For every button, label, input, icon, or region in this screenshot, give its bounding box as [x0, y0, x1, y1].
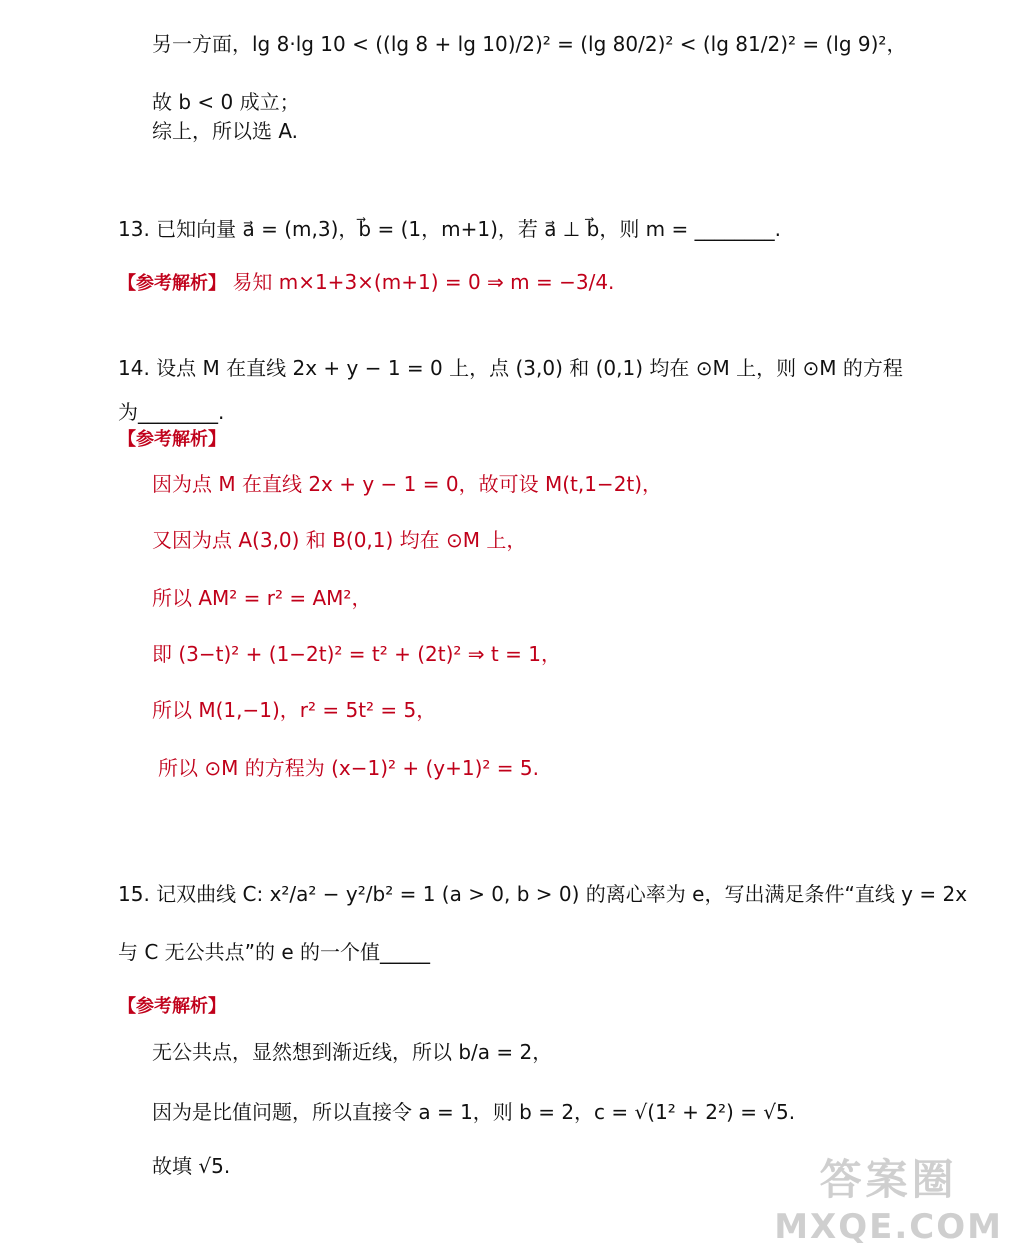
answer-15-line: 故填 √5. [152, 1154, 231, 1178]
ref-tag-15 [118, 992, 226, 1018]
text-line: 故 b < 0 成立； [152, 90, 300, 114]
ref-tag-14 [118, 425, 226, 451]
ref-tag: 【参考解析】 [118, 429, 226, 450]
ref-tag: 【参考解析】 [118, 273, 226, 294]
question-15-cont: 与 C 无公共点”的 e 的一个值_____ [118, 940, 431, 964]
watermark-url: MXQE.COM [774, 1207, 1003, 1247]
answer-14-line: 因为点 M 在直线 2x + y − 1 = 0，故可设 M(t,1−2t)， [152, 472, 663, 496]
watermark-title: 答案圈 [819, 1155, 958, 1204]
answer-15-line: 无公共点，显然想到渐近线，所以 b/a = 2， [152, 1040, 553, 1064]
answer-14-line: 所以 M(1,−1)，r² = 5t² = 5， [152, 698, 437, 722]
answer-13 [118, 266, 614, 295]
ref-tag: 【参考解析】 [118, 996, 226, 1017]
answer-14-line: 所以 AM² = r² = AM²， [152, 586, 372, 610]
text-line: 综上，所以选 A. [152, 119, 299, 143]
watermark-logo [774, 1147, 1003, 1247]
answer-14-line: 即 (3−t)² + (1−2t)² = t² + (2t)² ⇒ t = 1， [152, 642, 561, 666]
answer-15-line: 因为是比值问题，所以直接令 a = 1，则 b = 2，c = √(1² + 2²) = √5. [152, 1100, 796, 1124]
answer-14-line: 又因为点 A(3,0) 和 B(0,1) 均在 ⊙M 上， [152, 528, 527, 552]
question-14: 14. 设点 M 在直线 2x + y − 1 = 0 上，点 (3,0) 和 (0,1) 均在 ⊙M 上，则 ⊙M 的方程 [118, 356, 903, 380]
question-14-cont: 为________. [118, 400, 225, 424]
text-line: 另一方面，lg 8·lg 10 < ((lg 8 + lg 10)/2)² = (lg 80/2)² < (lg 81/2)² = (lg 9)²， [152, 32, 907, 56]
question-15: 15. 记双曲线 C: x²/a² − y²/b² = 1 (a > 0, b > 0) 的离心率为 e，写出满足条件“直线 y = 2x [118, 882, 968, 906]
answer-text: 易知 m×1+3×(m+1) = 0 ⇒ m = −3/4. [232, 270, 615, 294]
question-13: 13. 已知向量 a⃗ = (m,3)，b⃗ = (1，m+1)，若 a⃗ ⊥ b⃗，则 m = ________. [118, 217, 781, 241]
answer-14-line: 所以 ⊙M 的方程为 (x−1)² + (y+1)² = 5. [158, 756, 539, 780]
